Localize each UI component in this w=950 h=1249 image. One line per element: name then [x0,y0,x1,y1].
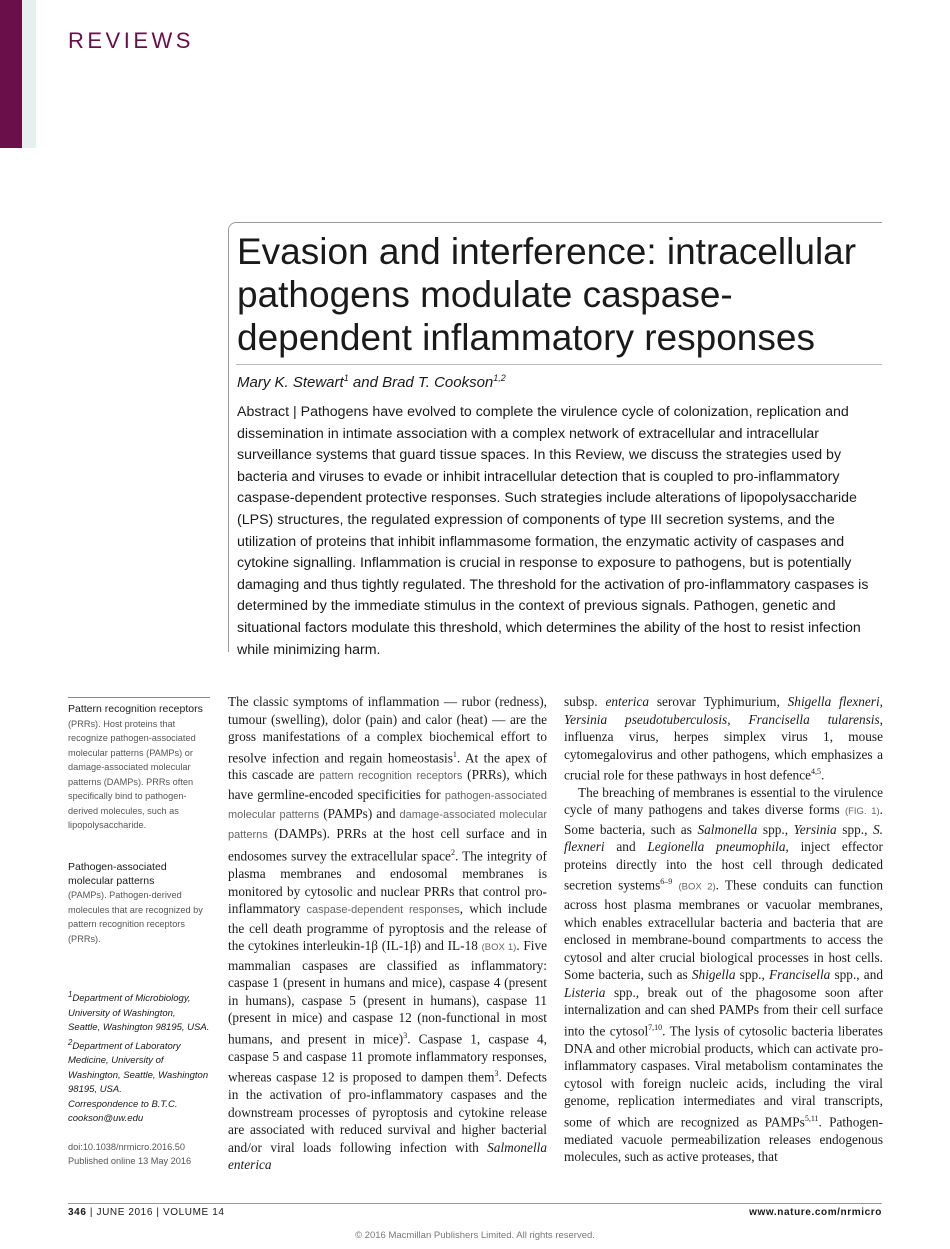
body-paragraph: The classic symptoms of inflammation — rubor (redness), tumour (swelling), dolor (pain) and calor (heat) — are the gross manifestations of a complex biochemical effort to resolve infection and regain homeostasis$^1$. At the apex of this cascade are pattern recognition receptors (PRRs), which have germline-encoded specificities for pathogen-associated molecular patterns (PAMPs) and damage-associated molecular patterns (DAMPs). PRRs at the host cell surface and in endosomes survey the extracellular space$^2$. The integrity of plasma membranes and endosomal membranes is monitored by cytosolic and nuclear PRRs that control pro-inflammatory caspase-dependent responses, which include the cell death programme of pyroptosis and the release of the cytokines interleukin-1β (IL-1β) and IL-18 (BOX 1). Five mammalian caspases are classified as inflammatory: caspase 1 (present in humans and mice), caspase 4 (present in humans), caspase 5 (present in humans), caspase 11 (present in mice) and caspase 12 (non-functional in most humans, and present in mice)$^3$. Caspase 1, caspase 4, caspase 5 and caspase 11 promote inflammatory responses, whereas caspase 12 is proposed to dampen them$^3$. Defects in the activation of pro-inflammatory caspases and the downstream processes of pyroptosis and cytokine release are associated with reduced survival and higher bacterial and/or viral loads following infection with Salmonella enterica [228,694,547,1173]
issue-date: JUNE 2016 [96,1207,154,1218]
affiliation-sup: 1 [68,990,73,999]
body-paragraph: The breaching of membranes is essential to the virulence cycle of many pathogens and takes diverse forms (FIG. 1). Some bacteria, such as Salmonella spp., Yersinia spp., S. flexneri and Legionella pneumophila, inject effector proteins directly into the host cell through dedicated secretion systems$^{6-9}$ (BOX 2). These conduits can function across host plasma membranes or vacuolar membranes, which enables extracellular bacteria and bacteria that are enclosed in membrane-bound compartments to access the cytosol and alter crucial biological processes in host cells. Some bacteria, such as Shigella spp., Francisella spp., and Listeria spp., break out of the phagosome soon after internalization and can shed PAMPs from their cell surface into the cytosol$^{7,10}$. The lysis of cytosolic bacteria liberates DNA and other microbial products, which can activate pro-inflammatory caspases. Viral metabolism contaminates the cytosol with foreign nucleic acids, including the viral genome, replication intermediates and viral transcripts, some of which are recognized as PAMPs$^{5,11}$. Pathogen-mediated vacuole permeabilization releases endogenous molecules, such as active proteases, that [564,784,884,1165]
author-name: Brad T. Cookson [382,374,494,391]
page-number: 346 [68,1207,87,1218]
glossary-definition: (PRRs). Host proteins that recognize pathogen-associated molecular patterns (PAMPs) or damage-associated molecular patterns (DAMPs). PRRs often specifically bind to pathogen-derived molecules, such as lipopolysaccharide. [68,718,196,830]
glossary-link[interactable]: pattern recognition receptors [319,770,463,783]
glossary-entry [68,861,210,946]
citation[interactable]: 2 [450,848,455,858]
affiliation [68,1036,210,1098]
correspondence-email-link[interactable]: cookson@uw.edu [68,1113,144,1125]
author-affiliation-sup: 1 [343,373,349,383]
author-conjunction: and [348,374,383,391]
affiliation-sup: 2 [68,1037,73,1047]
section-tab-bar [0,0,22,148]
article-title: Evasion and interference: intracellular pathogens modulate caspase-dependent inflammatory responses [237,231,857,358]
glossary-link[interactable]: caspase-dependent responses [306,904,460,917]
author-affiliation-sup: 1,2 [493,373,506,383]
glossary-link[interactable]: pathogen-associated molecular patterns [228,789,547,822]
correspondence: Correspondence to B.T.C. [68,1098,178,1110]
glossary-entry [68,703,210,833]
glossary-term: Pathogen-associated molecular patterns [68,861,167,887]
glossary-definition: (PAMPs). Pathogen-derived molecules that are recognized by pattern recognition receptors (PRRs). [68,890,203,944]
glossary-term: Pattern recognition receptors [68,703,203,715]
publication-info [68,1140,210,1168]
affiliation-text: Department of Laboratory Medicine, University of Washington, Seattle, Washington 98195, USA. [68,1040,209,1096]
citation[interactable]: 7,10 [648,1022,663,1032]
volume: VOLUME 14 [162,1207,225,1218]
published-date: Published online 13 May 2016 [68,1156,192,1166]
abstract: Abstract | Pathogens have evolved to complete the virulence cycle of colonization, replication and dissemination in intimate association with a complex network of extracellular and intracellular surveillance systems that guard tissue spaces. In this Review, we discuss the strategies used by bacteria and viruses to evade or inhibit intracellular detection that is coupled to pro-inflammatory caspase-dependent protective responses. Such strategies include alterations of lipopolysaccharide (LPS) structures, the regulated expression of components of type III secretion systems, and the utilization of proteins that inhibit inflammasome formation, the enzymatic activity of caspases and cytokine signalling. Inflammation is crucial in response to exposure to pathogens, but is potentially damaging and thus tightly regulated. The threshold for the activation of pro-inflammatory caspases is determined by the immediate stimulus in the context of previous signals. Pathogen, genetic and situational factors modulate this threshold, which determines the ability of the host to resist infection while minimizing harm. [237,404,869,658]
author-name: Mary K. Stewart [237,374,344,391]
copyright-notice: © 2016 Macmillan Publishers Limited. All rights reserved. [355,1230,595,1241]
sidebar-rule [68,697,210,698]
body-column-2 [564,693,883,1166]
doi: doi:10.1038/nrmicro.2016.50 [68,1142,185,1152]
box-reference[interactable]: (BOX 2) [678,881,716,893]
body-column-1 [228,693,547,1174]
section-label: REVIEWS [68,28,194,53]
section-tab-accent [22,0,36,148]
author-rule [236,364,882,365]
glossary-link[interactable]: damage-associated molecular patterns [228,809,547,841]
body-paragraph: subsp. enterica serovar Typhimurium, Shigella flexneri, Yersinia pseudotuberculosis, Francisella tularensis, influenza virus, herpes simplex virus 1, mouse cytomegalovirus and other pathogens, which emphasizes a crucial role for these pathways in host defence$^{4,5}$. [564,694,883,783]
footer-rule [68,1203,882,1204]
title-rule [236,222,882,223]
author-list [237,373,506,391]
affiliation [68,988,210,1036]
citation[interactable]: 5,11 [804,1113,819,1123]
journal-url-link[interactable]: www.nature.com/nrmicro [749,1207,882,1218]
box-reference[interactable]: (BOX 1) [481,942,517,954]
citation[interactable]: 1 [452,749,457,759]
citation[interactable]: 4,5 [811,767,821,776]
citation[interactable]: 3 [494,1069,499,1079]
footer-issue-info: 346 | JUNE 2016 | VOLUME 14 [68,1207,225,1218]
affiliation-text: Department of Microbiology, University of Washington, Seattle, Washington 98195, USA. [68,993,210,1034]
citation[interactable]: 3 [403,1030,408,1040]
citation[interactable]: 6–9 [660,877,673,887]
affiliations [68,988,210,1127]
figure-reference[interactable]: (FIG. 1) [844,806,880,818]
